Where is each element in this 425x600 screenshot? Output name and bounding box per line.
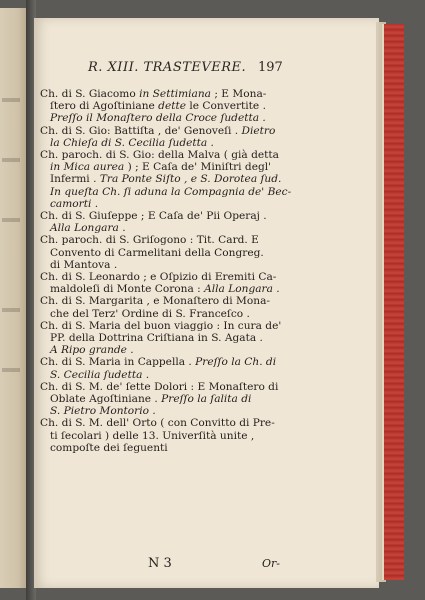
bleed-mark bbox=[2, 368, 20, 372]
text-segment: Ch. paroch. di S. Griſogono : Tit. Card. E bbox=[40, 234, 259, 247]
entry bbox=[40, 417, 340, 454]
running-title: R. XIII. TRASTEVERE. bbox=[88, 60, 247, 75]
text-segment: Ch. di S. M. dell' Orto ( con Convitto di Pre- bbox=[40, 417, 275, 430]
entry bbox=[40, 271, 340, 295]
text-segment: Ch. di S. Leonardo ; e Oſpizio di Eremiti Ca- bbox=[40, 271, 277, 284]
text-segment: Ch. di S. Maria del buon viaggio : In cura de' bbox=[40, 319, 282, 332]
entry bbox=[40, 125, 340, 149]
bleed-mark bbox=[2, 158, 20, 162]
text-line bbox=[40, 112, 340, 124]
entry bbox=[40, 210, 340, 234]
text-line bbox=[40, 320, 340, 332]
text-line bbox=[40, 198, 340, 210]
entry bbox=[40, 149, 340, 210]
text-segment: ti ſecolari ) delle 13. Univerſità unite , bbox=[50, 429, 255, 442]
text-segment: Preſſo la ſalita di bbox=[161, 393, 252, 406]
text-line bbox=[40, 417, 340, 429]
text-line bbox=[40, 149, 340, 161]
text-line bbox=[40, 210, 340, 222]
text-line bbox=[40, 125, 340, 137]
text-segment: Ch. di S. Giuſeppe ; E Caſa de' Pii Operaj . bbox=[40, 210, 267, 223]
text-segment: Ch. di S. Gio: Battiſta , de' Genoveſi . bbox=[40, 124, 242, 137]
text-segment: S. Cecilia ſudetta . bbox=[50, 368, 150, 381]
text-segment: PP. della Dottrina Criſtiana in S. Agata . bbox=[50, 332, 263, 345]
text-segment: di Mantova . bbox=[50, 258, 118, 271]
text-segment: ſtero di Agoſtiniane bbox=[50, 100, 159, 113]
text-line bbox=[40, 332, 340, 344]
text-segment: Alla Longara . bbox=[50, 222, 126, 235]
text-line bbox=[40, 405, 340, 417]
bleed-mark bbox=[2, 98, 20, 102]
text-line bbox=[40, 393, 340, 405]
text-line bbox=[40, 259, 340, 271]
text-segment: dette bbox=[158, 100, 187, 113]
text-segment: Ch. di S. M. de' ſette Dolori : E Monaſtero di bbox=[40, 380, 279, 393]
text-segment: ; E Mona- bbox=[211, 88, 267, 100]
text-segment: camorti . bbox=[50, 197, 99, 210]
text-segment: Alla Longara . bbox=[204, 283, 280, 296]
text-line bbox=[40, 161, 340, 173]
entry bbox=[40, 381, 340, 418]
text-line bbox=[40, 137, 340, 149]
text-segment: In queſta Ch. ſi aduna la Compagnia de' Bec- bbox=[50, 185, 292, 198]
text-line bbox=[40, 247, 340, 259]
text-segment: Preſſo il Monaſtero della Croce ſudetta . bbox=[50, 112, 266, 125]
text-line bbox=[40, 271, 340, 283]
entry bbox=[40, 320, 340, 357]
text-segment: in Settimiana bbox=[139, 88, 211, 100]
text-segment: Oblate Agoſtiniane . bbox=[50, 393, 162, 406]
text-segment: Ch. di S. Margarita , e Monaſtero di Mona- bbox=[40, 295, 271, 308]
text-segment: Infermi . bbox=[50, 173, 100, 186]
text-line bbox=[40, 295, 340, 307]
text-line bbox=[40, 100, 340, 112]
text-segment: maldoleſi di Monte Corona : bbox=[50, 283, 205, 296]
text-line bbox=[40, 173, 340, 185]
facing-page-edge bbox=[0, 8, 26, 588]
text-segment: che del Terz' Ordine di S. Franceſco . bbox=[50, 307, 250, 320]
text-line bbox=[40, 442, 340, 454]
entry bbox=[40, 234, 340, 271]
text-segment: ) ; E Caſa de' Miniſtri degl' bbox=[124, 161, 272, 174]
text-line bbox=[40, 356, 340, 368]
text-line bbox=[40, 88, 340, 100]
text-line bbox=[40, 186, 340, 198]
text-segment: Ch. di S. Maria in Cappella . bbox=[40, 356, 196, 369]
body-text bbox=[40, 88, 340, 454]
text-line bbox=[40, 308, 340, 320]
text-segment: Ch. di S. Giacomo bbox=[40, 88, 140, 100]
text-line bbox=[40, 369, 340, 381]
text-segment: compoſte dei ſeguenti bbox=[50, 441, 168, 454]
entry bbox=[40, 356, 340, 380]
text-segment: Preſſo la Ch. di bbox=[195, 356, 277, 369]
text-segment: Ch. paroch. di S. Gio: della Malva ( già detta bbox=[40, 149, 279, 162]
entry bbox=[40, 88, 340, 125]
bleed-mark bbox=[2, 218, 20, 222]
entry bbox=[40, 295, 340, 319]
text-segment: le Convertite . bbox=[186, 100, 266, 113]
text-segment: Convento di Carmelitani della Congreg. bbox=[50, 246, 264, 259]
text-segment: in Mica aurea bbox=[50, 161, 125, 174]
text-segment: Tra Ponte Siſto , e S. Dorotea ſud. bbox=[99, 173, 282, 186]
text-segment: la Chieſa di S. Cecilia ſudetta . bbox=[50, 136, 214, 149]
text-line bbox=[40, 344, 340, 356]
signature-mark: N 3 bbox=[148, 556, 172, 571]
catchword: Or- bbox=[262, 557, 280, 570]
page-number: 197 bbox=[258, 60, 283, 75]
text-segment: S. Pietro Montorio . bbox=[50, 405, 156, 418]
text-segment: Dietro bbox=[241, 124, 276, 137]
text-line bbox=[40, 430, 340, 442]
text-line bbox=[40, 222, 340, 234]
red-cover-edge bbox=[382, 24, 404, 580]
text-line bbox=[40, 283, 340, 295]
text-segment: A Ripo grande . bbox=[50, 344, 134, 357]
bleed-mark bbox=[2, 308, 20, 312]
text-line bbox=[40, 234, 340, 246]
text-line bbox=[40, 381, 340, 393]
